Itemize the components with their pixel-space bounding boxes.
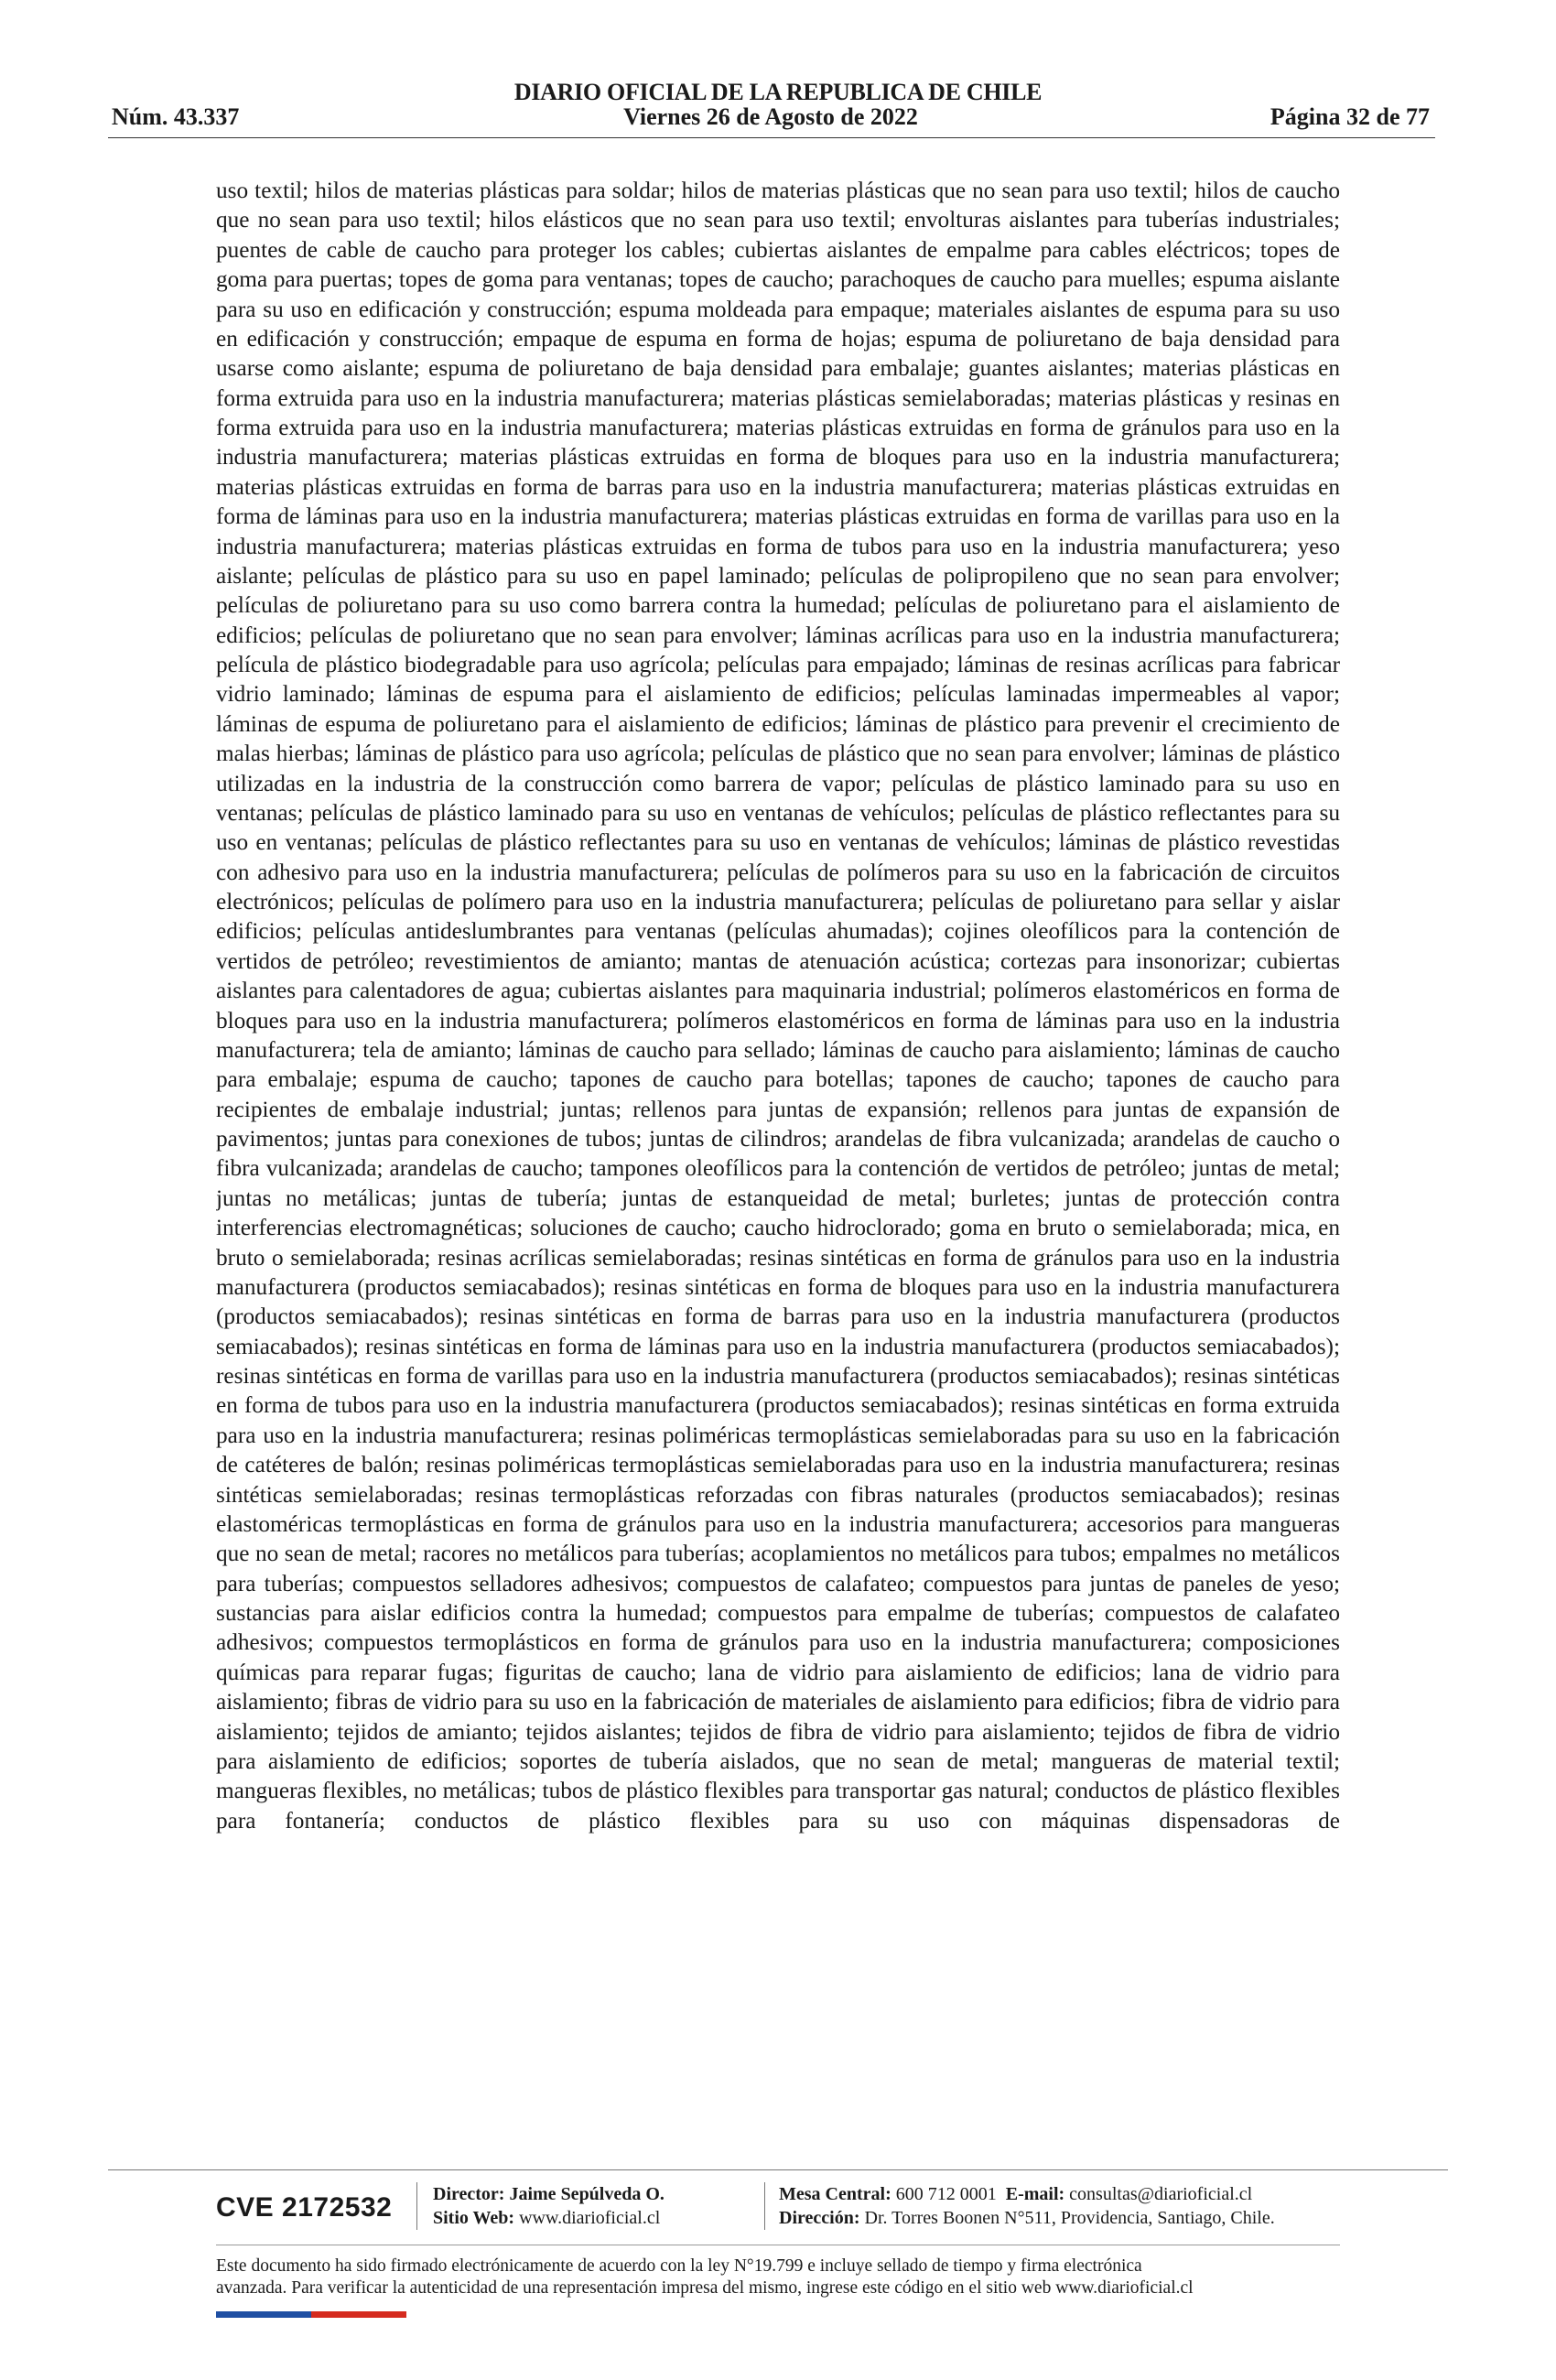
notice-line-1: Este documento ha sido firmado electrónicamente de acuerdo con la ley N°19.799 e incluye sellado de tiempo y firma electrónica [216,2256,1142,2276]
header-divider [108,137,1435,138]
phone-number: 600 712 0001 [895,2184,997,2204]
address-value: Dr. Torres Boonen N°511, Providencia, Santiago, Chile. [864,2208,1275,2228]
footer-separator [764,2182,765,2230]
body-text [216,176,1340,2135]
issue-number: Núm. 43.337 [112,103,240,130]
signature-notice [216,2256,1340,2299]
website-link[interactable]: www.diarioficial.cl [519,2208,661,2228]
website-label: Sitio Web: [433,2208,515,2228]
publication-date: Viernes 26 de Agosto de 2022 [623,103,918,130]
header-row [112,103,1430,133]
email-label: E-mail: [1005,2184,1065,2204]
flag-blue-segment [216,2311,311,2318]
cve-code: CVE 2172532 [216,2192,393,2223]
page-indicator: Página 32 de 77 [1270,103,1430,130]
footer-divider [108,2169,1448,2170]
body-paragraph: uso textil; hilos de materias plásticas para soldar; hilos de materias plásticas que no sean para uso textil; hilos de caucho que no sean para uso textil; hilos elásticos que no sean para uso textil; envolturas aislantes para tuberías industriales; puentes de cable de caucho para proteger los cables; cubiertas aislantes de empalme para cables eléctricos; topes de goma para puertas; topes de goma para ventanas; topes de caucho; parachoques de caucho para muelles; espuma aislante para su uso en edificación y construcción; espuma moldeada para empaque; materiales aislantes de espuma para su uso en edificación y construcción; empaque de espuma en forma de hojas; espuma de poliuretano de baja densidad para usarse como aislante; espuma de poliuretano de baja densidad para embalaje; guantes aislantes; materias plásticas en forma extruida para uso en la industria manufacturera; materias plásticas semielaboradas; materias plásticas y resinas en forma extruida para uso en la industria manufacturera; materias plásticas extruidas en forma de gránulos para uso en la industria manufacturera; materias plásticas extruidas en forma de bloques para uso en la industria manufacturera; materias plásticas extruidas en forma de barras para uso en la industria manufacturera; materias plásticas extruidas en forma de láminas para uso en la industria manufacturera; materias plásticas extruidas en forma de varillas para uso en la industria manufacturera; materias plásticas extruidas en forma de tubos para uso en la industria manufacturera; yeso aislante; películas de plástico para su uso en papel laminado; películas de polipropileno que no sean para envolver; películas de poliuretano para su uso como barrera contra la humedad; películas de poliuretano para el aislamiento de edificios; películas de poliuretano que no sean para envolver; láminas acrílicas para uso en la industria manufacturera; película de plástico biodegradable para uso agrícola; películas para empajado; láminas de resinas acrílicas para fabricar vidrio laminado; láminas de espuma para el aislamiento de edificios; películas laminadas impermeables al vapor; láminas de espuma de poliuretano para el aislamiento de edificios; láminas de plástico para prevenir el crecimiento de malas hierbas; láminas de plástico para uso agrícola; películas de plástico que no sean para envolver; láminas de plástico utilizadas en la industria de la construcción como barrera de vapor; películas de plástico laminado para su uso en ventanas; películas de plástico laminado para su uso en ventanas de vehículos; películas de plástico reflectantes para su uso en ventanas; películas de plástico reflectantes para su uso en ventanas de vehículos; láminas de plástico revestidas con adhesivo para uso en la industria manufacturera; películas de polímeros para su uso en la fabricación de circuitos electrónicos; películas de polímero para uso en la industria manufacturera; películas de poliuretano para sellar y aislar edificios; películas antideslumbrantes para ventanas (películas ahumadas); cojines oleofílicos para la contención de vertidos de petróleo; revestimientos de amianto; mantas de atenuación acústica; cortezas para insonorizar; cubiertas aislantes para calentadores de agua; cubiertas aislantes para maquinaria industrial; polímeros elastoméricos en forma de bloques para uso en la industria manufacturera; polímeros elastoméricos en forma de láminas para uso en la industria manufacturera; tela de amianto; láminas de caucho para sellado; láminas de caucho para aislamiento; láminas de caucho para embalaje; espuma de caucho; tapones de caucho para botellas; tapones de caucho; tapones de caucho para recipientes de embalaje industrial; juntas; rellenos para juntas de expansión; rellenos para juntas de expansión de pavimentos; juntas para conexiones de tubos; juntas de cilindros; arandelas de fibra vulcanizada; arandelas de caucho o fibra vulcanizada; arandelas de caucho; tampones oleofílicos para la contención de vertidos de petróleo; juntas de metal; juntas no metálicas; juntas de tubería; juntas de estanqueidad de metal; burletes; juntas de protección contra interferencias electromagnéticas; soluciones de caucho; caucho hidroclorado; goma en bruto o semielaborada; mica, en bruto o semielaborada; resinas acrílicas semielaboradas; resinas sintéticas en forma de gránulos para uso en la industria manufacturera (productos semiacabados); resinas sintéticas en forma de bloques para uso en la industria manufacturera (productos semiacabados); resinas sintéticas en forma de barras para uso en la industria manufacturera (productos semiacabados); resinas sintéticas en forma de láminas para uso en la industria manufacturera (productos semiacabados); resinas sintéticas en forma de varillas para uso en la industria manufacturera (productos semiacabados); resinas sintéticas en forma de tubos para uso en la industria manufacturera (productos semiacabados); resinas sintéticas en forma extruida para uso en la industria manufacturera; resinas poliméricas termoplásticas semielaboradas para su uso en la fabricación de catéteres de balón; resinas poliméricas termoplásticas semielaboradas para uso en la industria manufacturera; resinas sintéticas semielaboradas; resinas termoplásticas reforzadas con fibras naturales (productos semiacabados); resinas elastoméricas termoplásticas en forma de gránulos para uso en la industria manufacturera; accesorios para mangueras que no sean de metal; racores no metálicos para tuberías; acoplamientos no metálicos para tubos; empalmes no metálicos para tuberías; compuestos selladores adhesivos; compuestos de calafateo; compuestos para juntas de paneles de yeso; sustancias para aislar edificios contra la humedad; compuestos para empalme de tuberías; compuestos de calafateo adhesivos; compuestos termoplásticos en forma de gránulos para uso en la industria manufacturera; composiciones químicas para reparar fugas; figuritas de caucho; lana de vidrio para aislamiento de edificios; lana de vidrio para aislamiento; fibras de vidrio para su uso en la fabricación de materiales de aislamiento para edificios; fibra de vidrio para aislamiento; tejidos de amianto; tejidos aislantes; tejidos de fibra de vidrio para aislamiento; tejidos de fibra de vidrio para aislamiento de edificios; soportes de tubería aislados, que no sean de metal; mangueras de material textil; mangueras flexibles, no metálicas; tubos de plástico flexibles para transportar gas natural; conductos de plástico flexibles para fontanería; conductos de plástico flexibles para su uso con máquinas dispensadoras de [216,178,1340,1834]
director-name: Jaime Sepúlveda O. [509,2184,665,2204]
contact-info [779,2182,1275,2230]
notice-line-2: avanzada. Para verificar la autenticidad de una representación impresa del mismo, ingrese este código en el sitio web www.diarioficial.cl [216,2278,1194,2298]
phone-label: Mesa Central: [779,2184,891,2204]
publication-title: DIARIO OFICIAL DE LA REPUBLICA DE CHILE [513,79,1043,105]
email-link[interactable]: consultas@diarioficial.cl [1069,2184,1253,2204]
director-label: Director: [433,2184,505,2204]
address-label: Dirección: [779,2208,860,2228]
flag-color-bar [216,2311,406,2318]
footer-separator [416,2182,417,2230]
director-info [433,2182,665,2230]
flag-red-segment [311,2311,406,2318]
